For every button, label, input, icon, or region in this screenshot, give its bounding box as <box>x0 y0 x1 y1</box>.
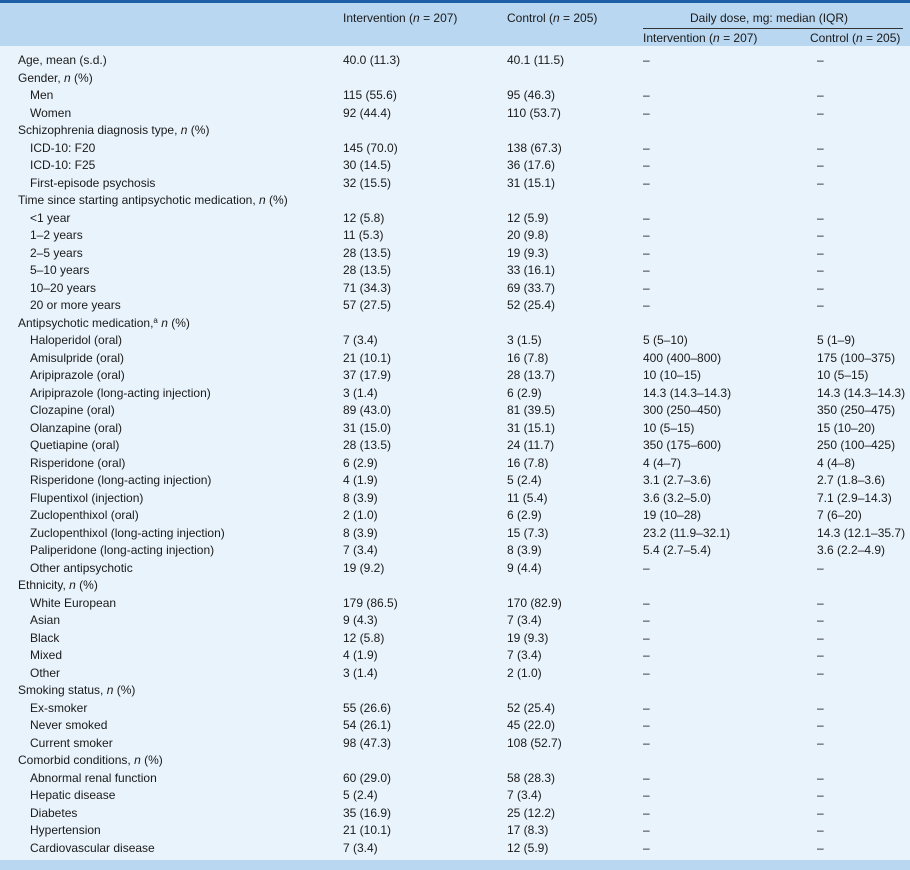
table-row <box>0 630 910 648</box>
cell-intervention: 12 (5.8) <box>343 210 385 225</box>
table-row <box>0 822 910 840</box>
row-label: Abnormal renal function <box>30 770 157 785</box>
row-label: Aripiprazole (long-acting injection) <box>30 385 211 400</box>
row-label: 2–5 years <box>30 245 83 260</box>
row-label: Men <box>30 88 54 102</box>
cell-dose-intervention: – <box>643 840 650 855</box>
cell-dose-control: 10 (5–15) <box>817 368 869 382</box>
table-row <box>0 367 910 385</box>
cell-dose-intervention: 10 (5–15) <box>643 420 695 435</box>
row-label: Hypertension <box>30 823 101 837</box>
row-label: Schizophrenia diagnosis type, n (%) <box>18 123 210 137</box>
table-row <box>0 402 910 420</box>
cell-control: 52 (25.4) <box>507 298 556 312</box>
cell-dose-intervention: 23.2 (11.9–32.1) <box>643 525 731 540</box>
cell-intervention: 28 (13.5) <box>343 263 392 277</box>
table-row <box>0 122 910 140</box>
table-row <box>0 105 910 123</box>
table-row <box>0 770 910 788</box>
header-dose-group: Daily dose, mg: median (IQR) <box>690 11 849 25</box>
table-row <box>0 245 910 263</box>
cell-intervention: 9 (4.3) <box>343 613 378 627</box>
cell-intervention: 12 (5.8) <box>343 630 385 645</box>
cell-intervention: 55 (26.6) <box>343 700 392 715</box>
cell-dose-intervention: – <box>643 718 650 732</box>
cell-intervention: 21 (10.1) <box>343 823 392 837</box>
table-row <box>0 420 910 438</box>
cell-dose-intervention: 10 (10–15) <box>643 368 702 382</box>
cell-control: 31 (15.1) <box>507 175 556 190</box>
table-row <box>0 735 910 753</box>
cell-dose-control: – <box>817 805 824 820</box>
header-intervention: Intervention (n = 207) <box>343 11 458 25</box>
cell-intervention: 179 (86.5) <box>343 595 398 610</box>
cell-intervention: 35 (16.9) <box>343 805 392 820</box>
cell-dose-intervention: 5.4 (2.7–5.4) <box>643 543 712 557</box>
row-label: First-episode psychosis <box>30 175 156 190</box>
cell-control: 7 (3.4) <box>507 788 542 802</box>
cell-dose-control: 14.3 (12.1–35.7) <box>817 525 906 540</box>
row-label: Smoking status, n (%) <box>18 683 136 697</box>
cell-control: 33 (16.1) <box>507 263 556 277</box>
row-label: Zuclopenthixol (oral) <box>30 508 139 522</box>
row-label: Mixed <box>30 648 63 662</box>
cell-intervention: 8 (3.9) <box>343 490 378 505</box>
cell-intervention: 7 (3.4) <box>343 333 378 347</box>
cell-dose-control: 4 (4–8) <box>817 455 856 470</box>
cell-dose-intervention: – <box>643 665 650 680</box>
cell-dose-intervention: – <box>643 735 650 750</box>
cell-dose-control: – <box>817 648 824 662</box>
cell-intervention: 31 (15.0) <box>343 420 392 435</box>
table-row <box>0 227 910 245</box>
cell-control: 95 (46.3) <box>507 88 556 102</box>
cell-intervention: 21 (10.1) <box>343 350 392 365</box>
cell-dose-control: – <box>817 53 824 67</box>
cell-dose-intervention: 350 (175–600) <box>643 438 722 452</box>
row-label: 1–2 years <box>30 228 83 242</box>
table-header <box>0 3 910 46</box>
cell-dose-intervention: – <box>643 560 650 575</box>
cell-intervention: 5 (2.4) <box>343 788 378 802</box>
row-label: Ex-smoker <box>30 700 88 715</box>
cell-dose-intervention: 4 (4–7) <box>643 455 682 470</box>
row-label: Cardiovascular disease <box>30 840 155 855</box>
cell-dose-control: – <box>817 263 824 277</box>
table-row <box>0 297 910 315</box>
row-label: Clozapine (oral) <box>30 403 115 417</box>
cell-dose-control: – <box>817 735 824 750</box>
cell-dose-control: – <box>817 210 824 225</box>
table-row <box>0 752 910 770</box>
table-row <box>0 507 910 525</box>
cell-dose-control: 5 (1–9) <box>817 333 856 347</box>
row-label: Antipsychotic medication,$^a$ n (%) <box>18 315 190 330</box>
cell-dose-intervention: 14.3 (14.3–14.3) <box>643 385 732 400</box>
row-label: 10–20 years <box>30 280 97 295</box>
cell-dose-intervention: – <box>643 263 650 277</box>
cell-control: 81 (39.5) <box>507 403 556 417</box>
cell-dose-control: – <box>817 630 824 645</box>
table-row <box>0 787 910 805</box>
cell-control: 11 (5.4) <box>507 490 548 505</box>
cell-dose-intervention: 400 (400–800) <box>643 350 722 365</box>
row-label: Current smoker <box>30 735 113 750</box>
table-row <box>0 210 910 228</box>
table-row <box>0 52 910 70</box>
cell-dose-intervention: – <box>643 770 650 785</box>
table-row <box>0 682 910 700</box>
cell-control: 2 (1.0) <box>507 665 542 680</box>
cell-control: 58 (28.3) <box>507 770 556 785</box>
cell-dose-control: – <box>817 175 824 190</box>
cell-intervention: 2 (1.0) <box>343 508 378 522</box>
cell-control: 12 (5.9) <box>507 840 549 855</box>
cell-dose-intervention: – <box>643 648 650 662</box>
cell-dose-control: – <box>817 105 824 120</box>
row-label: Gender, n (%) <box>18 70 93 85</box>
cell-dose-intervention: – <box>643 228 650 242</box>
cell-intervention: 6 (2.9) <box>343 455 378 470</box>
table-row <box>0 70 910 88</box>
cell-control: 69 (33.7) <box>507 280 556 295</box>
cell-intervention: 7 (3.4) <box>343 840 378 855</box>
cell-dose-control: – <box>817 823 824 837</box>
row-label: Comorbid conditions, n (%) <box>18 753 163 767</box>
cell-dose-control: – <box>817 245 824 260</box>
cell-intervention: 115 (55.6) <box>343 88 397 102</box>
cell-control: 24 (11.7) <box>507 438 555 452</box>
cell-control: 6 (2.9) <box>507 385 542 400</box>
cell-intervention: 30 (14.5) <box>343 158 392 172</box>
row-label: ICD-10: F20 <box>30 140 96 155</box>
cell-control: 7 (3.4) <box>507 613 542 627</box>
cell-control: 9 (4.4) <box>507 560 542 575</box>
table-row <box>0 717 910 735</box>
row-label: Haloperidol (oral) <box>30 333 123 347</box>
cell-dose-intervention: – <box>643 88 650 102</box>
cell-intervention: 8 (3.9) <box>343 525 378 540</box>
table-row <box>0 175 910 193</box>
cell-dose-intervention: – <box>643 210 650 225</box>
row-label: <1 year <box>30 210 71 225</box>
cell-control: 12 (5.9) <box>507 210 549 225</box>
cell-intervention: 19 (9.2) <box>343 560 385 575</box>
cell-dose-intervention: – <box>643 805 650 820</box>
table-row <box>0 157 910 175</box>
cell-dose-intervention: 300 (250–450) <box>643 403 722 417</box>
cell-intervention: 32 (15.5) <box>343 175 392 190</box>
row-label: Time since starting antipsychotic medication, n (%) <box>18 193 288 207</box>
cell-control: 3 (1.5) <box>507 333 542 347</box>
cell-dose-control: 2.7 (1.8–3.6) <box>817 473 886 487</box>
cell-intervention: 145 (70.0) <box>343 140 398 155</box>
cell-control: 19 (9.3) <box>507 245 549 260</box>
cell-control: 16 (7.8) <box>507 455 549 470</box>
cell-dose-control: 175 (100–375) <box>817 350 896 365</box>
row-label: Zuclopenthixol (long-acting injection) <box>30 525 225 540</box>
cell-dose-control: – <box>817 700 824 715</box>
row-label: 20 or more years <box>30 298 121 312</box>
cell-intervention: 3 (1.4) <box>343 665 378 680</box>
cell-dose-intervention: – <box>643 105 650 120</box>
cell-dose-control: – <box>817 665 824 680</box>
row-label: Other <box>30 665 61 680</box>
cell-dose-intervention: – <box>643 245 650 260</box>
header-dose-intervention: Intervention (n = 207) <box>643 31 758 45</box>
row-label: Aripiprazole (oral) <box>30 368 125 382</box>
cell-control: 52 (25.4) <box>507 700 556 715</box>
cell-dose-control: – <box>817 718 824 732</box>
cell-dose-intervention: – <box>643 595 650 610</box>
table-row <box>0 315 910 333</box>
cell-control: 45 (22.0) <box>507 718 556 732</box>
cell-dose-control: – <box>817 595 824 610</box>
cell-dose-intervention: – <box>643 175 650 190</box>
table-row <box>0 87 910 105</box>
cell-intervention: 28 (13.5) <box>343 245 392 260</box>
table-row <box>0 542 910 560</box>
cell-dose-control: 350 (250–475) <box>817 403 896 417</box>
cell-control: 19 (9.3) <box>507 630 549 645</box>
cell-dose-intervention: – <box>643 823 650 837</box>
cell-dose-control: – <box>817 88 824 102</box>
table-body <box>0 46 910 860</box>
cell-dose-intervention: – <box>643 140 650 155</box>
cell-dose-control: – <box>817 298 824 312</box>
cell-intervention: 54 (26.1) <box>343 718 392 732</box>
header-group-rule <box>643 28 903 29</box>
table-row <box>0 192 910 210</box>
cell-dose-intervention: – <box>643 700 650 715</box>
cell-intervention: 28 (13.5) <box>343 438 392 452</box>
cell-intervention: 92 (44.4) <box>343 105 392 120</box>
cell-dose-intervention: – <box>643 298 650 312</box>
table-row <box>0 455 910 473</box>
cell-dose-control: – <box>817 140 824 155</box>
row-label: ICD-10: F25 <box>30 158 96 172</box>
table-row <box>0 472 910 490</box>
cell-control: 110 (53.7) <box>507 105 561 120</box>
row-label: Olanzapine (oral) <box>30 420 123 435</box>
row-label: Other antipsychotic <box>30 560 133 575</box>
cell-dose-control: 15 (10–20) <box>817 420 876 435</box>
table-row <box>0 262 910 280</box>
cell-intervention: 89 (43.0) <box>343 403 392 417</box>
cell-dose-control: – <box>817 613 824 627</box>
cell-dose-control: – <box>817 770 824 785</box>
cell-intervention: 4 (1.9) <box>343 473 378 487</box>
row-label: White European <box>30 595 117 610</box>
cell-control: 138 (67.3) <box>507 140 562 155</box>
cell-control: 7 (3.4) <box>507 648 542 662</box>
cell-intervention: 98 (47.3) <box>343 735 392 750</box>
table-row <box>0 700 910 718</box>
cell-dose-intervention: 5 (5–10) <box>643 333 688 347</box>
cell-control: 108 (52.7) <box>507 735 562 750</box>
row-label: Ethnicity, n (%) <box>18 578 98 592</box>
table-row <box>0 560 910 578</box>
row-label: Risperidone (long-acting injection) <box>30 473 212 487</box>
cell-dose-intervention: 19 (10–28) <box>643 508 702 522</box>
cell-dose-intervention: 3.6 (3.2–5.0) <box>643 490 712 505</box>
table-row <box>0 647 910 665</box>
cell-control: 28 (13.7) <box>507 368 556 382</box>
cell-intervention: 57 (27.5) <box>343 298 392 312</box>
cell-dose-intervention: – <box>643 158 650 172</box>
cell-dose-intervention: – <box>643 630 650 645</box>
row-label: Diabetes <box>30 805 78 820</box>
table-row <box>0 525 910 543</box>
table-row <box>0 577 910 595</box>
cell-control: 25 (12.2) <box>507 805 556 820</box>
cell-dose-intervention: – <box>643 53 650 67</box>
row-label: Hepatic disease <box>30 788 116 802</box>
cell-intervention: 11 (5.3) <box>343 228 384 242</box>
cell-intervention: 71 (34.3) <box>343 280 392 295</box>
cell-dose-control: – <box>817 840 824 855</box>
cell-dose-control: – <box>817 158 824 172</box>
cell-control: 16 (7.8) <box>507 350 549 365</box>
table-row <box>0 280 910 298</box>
cell-dose-control: 14.3 (14.3–14.3) <box>817 385 906 400</box>
cell-dose-control: 7.1 (2.9–14.3) <box>817 490 892 505</box>
cell-dose-control: 250 (100–425) <box>817 438 896 452</box>
table-row <box>0 840 910 858</box>
cell-control: 31 (15.1) <box>507 420 556 435</box>
cell-intervention: 7 (3.4) <box>343 543 378 557</box>
row-label: Black <box>30 630 60 645</box>
cell-intervention: 60 (29.0) <box>343 770 392 785</box>
cell-dose-control: – <box>817 788 824 802</box>
row-label: Age, mean (s.d.) <box>18 53 107 67</box>
row-label: Never smoked <box>30 718 108 732</box>
header-control: Control (n = 205) <box>507 11 598 25</box>
cell-control: 8 (3.9) <box>507 543 542 557</box>
row-label: Risperidone (oral) <box>30 455 126 470</box>
row-label: Paliperidone (long-acting injection) <box>30 543 215 557</box>
cell-intervention: 37 (17.9) <box>343 368 392 382</box>
table-row <box>0 332 910 350</box>
cell-control: 5 (2.4) <box>507 473 542 487</box>
cell-dose-control: – <box>817 560 824 575</box>
cell-intervention: 4 (1.9) <box>343 648 378 662</box>
table-row <box>0 140 910 158</box>
header-dose-control: Control (n = 205) <box>810 31 901 45</box>
row-label: Quetiapine (oral) <box>30 438 120 452</box>
cell-intervention: 3 (1.4) <box>343 385 378 400</box>
cell-dose-control: – <box>817 228 824 242</box>
cell-control: 6 (2.9) <box>507 508 542 522</box>
cell-control: 15 (7.3) <box>507 525 549 540</box>
table-row <box>0 595 910 613</box>
row-label: Women <box>30 105 72 120</box>
row-label: Asian <box>30 613 61 627</box>
cell-dose-intervention: 3.1 (2.7–3.6) <box>643 473 712 487</box>
row-label: Flupentixol (injection) <box>30 490 144 505</box>
table-row <box>0 437 910 455</box>
table-row <box>0 490 910 508</box>
table-row <box>0 612 910 630</box>
cell-control: 17 (8.3) <box>507 823 549 837</box>
cell-control: 170 (82.9) <box>507 595 562 610</box>
cell-control: 20 (9.8) <box>507 228 549 242</box>
cell-dose-intervention: – <box>643 613 650 627</box>
cell-intervention: 40.0 (11.3) <box>343 53 401 67</box>
cell-dose-control: – <box>817 280 824 295</box>
cell-dose-intervention: – <box>643 788 650 802</box>
table-row <box>0 385 910 403</box>
table-row <box>0 665 910 683</box>
cell-dose-control: 7 (6–20) <box>817 508 862 522</box>
bottom-rule <box>0 860 910 870</box>
row-label: Amisulpride (oral) <box>30 350 125 365</box>
table-row <box>0 805 910 823</box>
cell-dose-control: 3.6 (2.2–4.9) <box>817 543 886 557</box>
cell-control: 36 (17.6) <box>507 158 556 172</box>
row-label: 5–10 years <box>30 263 90 277</box>
table-row <box>0 350 910 368</box>
cell-dose-intervention: – <box>643 280 650 295</box>
cell-control: 40.1 (11.5) <box>507 53 565 67</box>
